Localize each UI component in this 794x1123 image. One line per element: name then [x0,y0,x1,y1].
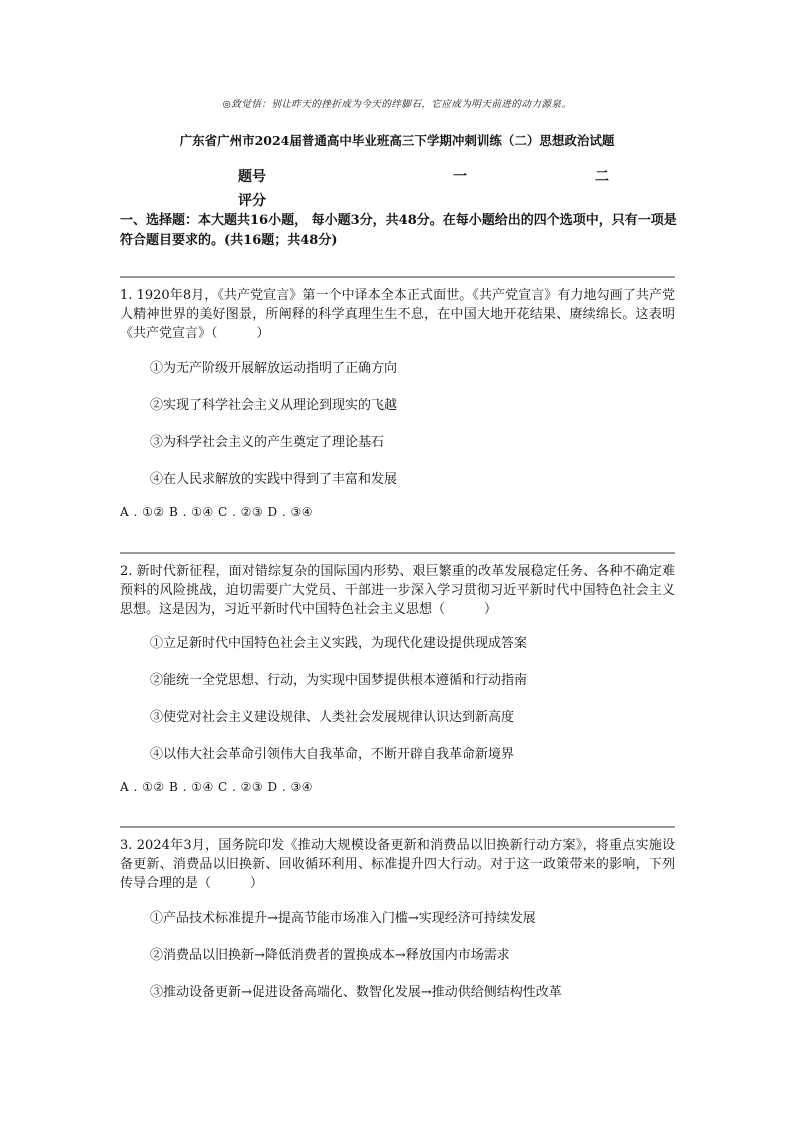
page-title: 广东省广州市2024届普通高中毕业班高三下学期冲刺训练（二）思想政治试题 [179,133,615,148]
option-1: ①立足新时代中国特色社会主义实践，为现代化建设提供现成答案 [150,636,528,651]
question-3 [120,826,675,1006]
score-col-1: 一 [453,169,467,185]
option-3: ③为科学社会主义的产生奠定了理论基石 [150,435,385,450]
option-2: ②能统一全党思想、行动，为实现中国梦提供根本遵循和行动指南 [150,673,528,688]
question-2 [120,552,675,802]
score-row-number [238,166,638,186]
question-stem: 1. 1920年8月，《共产党宣言》第一个中译本全本正式面世。《共产党宣言》有力地勾画了共产党人精神世界的美好图景，所阐释的科学真理生生不息，在中国大地开花结果、赓续绵长。这表明《共产党宣言》（ ） [120,288,675,341]
divider [120,826,675,828]
answer-choices: A . ①② B . ①④ C . ②③ D . ③④ [120,505,314,519]
question-stem: 2. 新时代新征程，面对错综复杂的国际国内形势、艰巨繁重的改革发展稳定任务、各种不确定难预料的风险挑战，迫切需要广大党员、干部进一步深入学习贯彻习近平新时代中国特色社会主义思想。这是因为，习近平新时代中国特色社会主义思想（ ） [120,564,675,617]
divider [120,552,675,554]
answer-choices: A . ①② B . ①④ C . ②③ D . ③④ [120,780,314,794]
option-3: ③推动设备更新→促进设备高端化、数智化发展→推动供给侧结构性改革 [150,985,562,1000]
option-4: ④以伟大社会革命引领伟大自我革命，不断开辟自我革命新境界 [150,747,515,762]
option-4: ④在人民求解放的实践中得到了丰富和发展 [150,472,398,487]
option-2: ②消费品以旧换新→降低消费者的置换成本→释放国内市场需求 [150,948,510,963]
option-1: ①产品技术标准提升→提高节能市场准入门槛→实现经济可持续发展 [150,911,536,926]
score-row-grade [238,190,638,210]
motto: ◎致觉悟：别让昨天的挫折成为今天的绊脚石，它应成为明天前进的动力源泉。 [222,99,572,110]
question-stem: 3. 2024年3月，国务院印发《推动大规模设备更新和消费品以旧换新行动方案》，将重点实施设备更新、消费品以旧换新、回收循环利用、标准提升四大行动。对于这一政策带来的影响，下列传导合理的是（ ） [120,838,675,891]
section-heading: 一、选择题：本大题共16小题， 每小题3分，共48分。在每小题给出的四个选项中，只有一项是符合题目要求的。(共16题；共48分) [120,213,677,248]
score-label-grade: 评分 [238,193,266,209]
option-1: ①为无产阶级开展解放运动指明了正确方向 [150,361,398,376]
option-2: ②实现了科学社会主义从理论到现实的飞越 [150,398,398,413]
option-3: ③使党对社会主义建设规律、人类社会发展规律认识达到新高度 [150,710,515,725]
divider [120,276,675,278]
score-col-2: 二 [595,169,609,185]
score-label-question-number: 题号 [238,169,266,185]
question-1 [120,276,675,519]
